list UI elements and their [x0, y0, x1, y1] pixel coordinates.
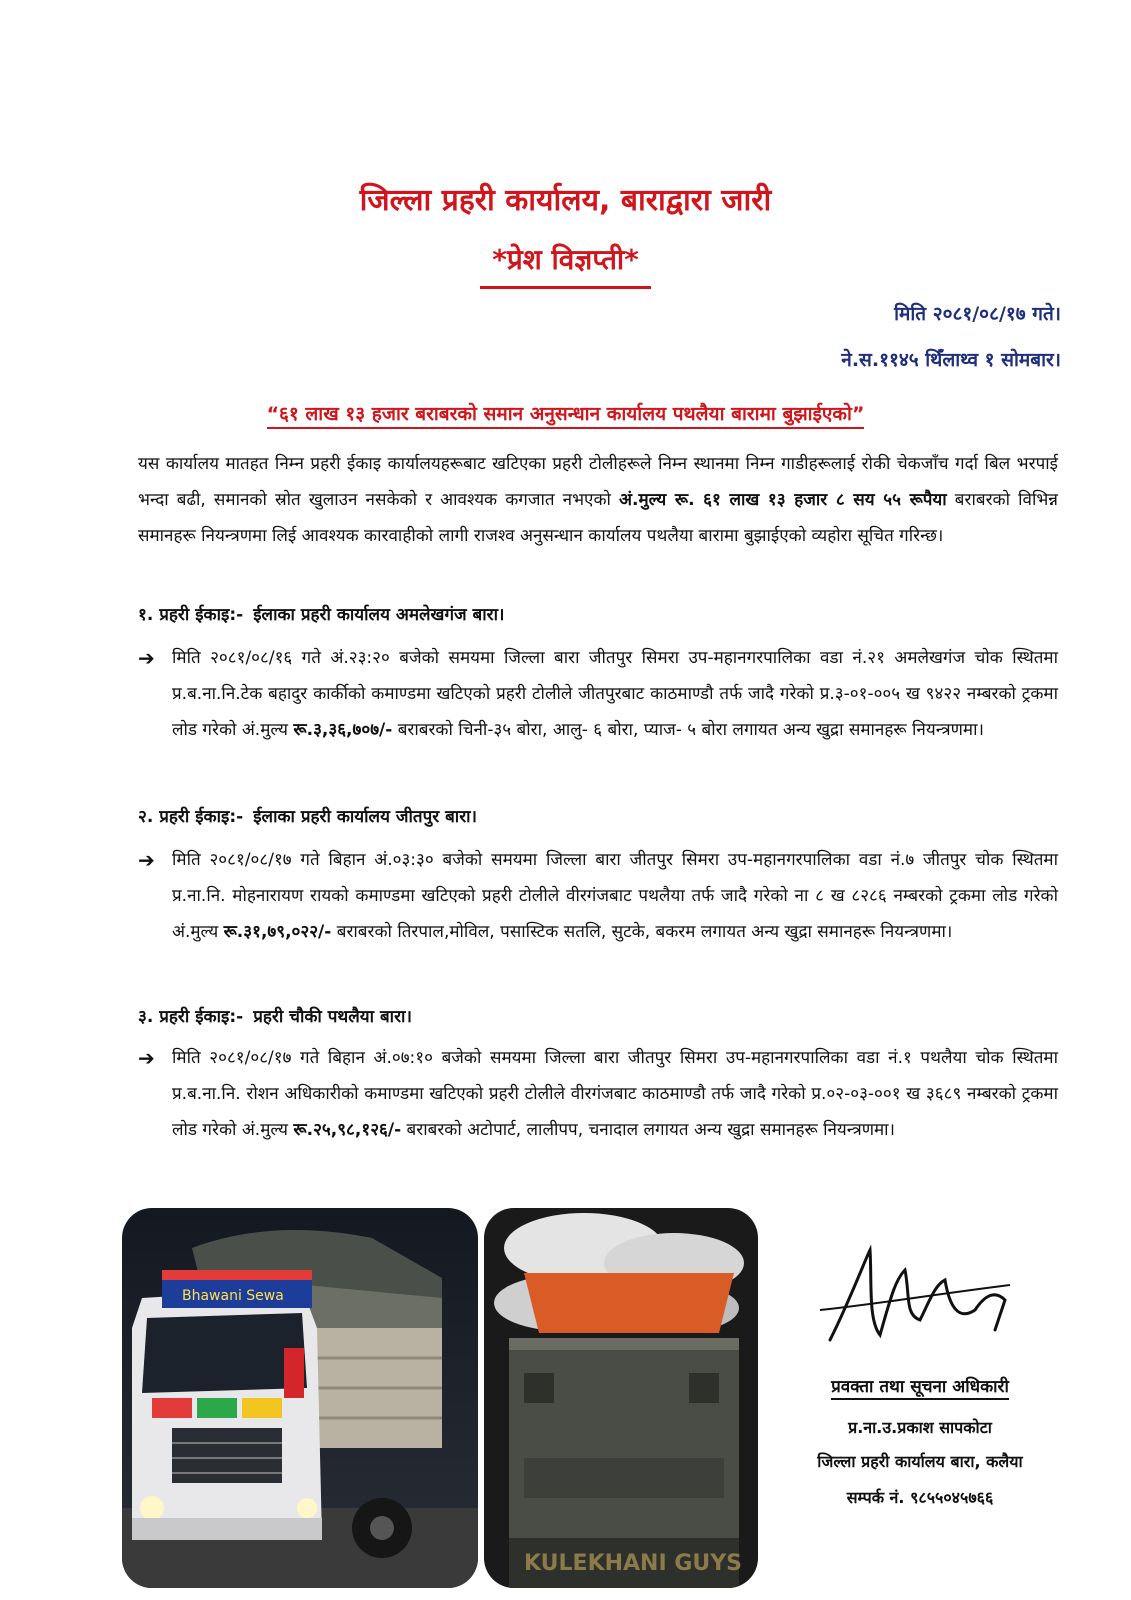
entry-text-before: मिति २०८१/०८/१७ गते बिहान अं.०३:३० बजेको समयमा जिल्ला बारा जीतपुर सिमरा उप-महानगरपालिका वडा नं.७ जीतपुर चोक स्थितमा प्र.ना.नि. मोहनारायण रायको कमाण्डमा खटिएको प्रहरी टोलीले वीरगंजबाट पथलैया तर्फ जादै गरेको ना ८ ख ८२८६ नम्बरको ट्रकमा लोड गरेको अं.मुल्य	[172, 850, 1058, 942]
entry-amount: रू.३१,७९,०२२/-	[223, 922, 332, 942]
truck-sign-text: Bhawani Sewa	[182, 1288, 284, 1304]
intro-paragraph	[138, 446, 1058, 554]
signatory-title-text: प्रवक्ता तथा सूचना अधिकारी	[831, 1377, 1009, 1400]
entry-amount: रू.३,३६,७०७/-	[293, 720, 393, 740]
signatory-name: प्र.ना.उ.प्रकाश सापकोटा	[848, 1418, 992, 1437]
unit-label: ३. प्रहरी ईकाइ:-	[138, 1007, 244, 1027]
unit-label: १. प्रहरी ईकाइ:-	[138, 605, 244, 625]
intro-part2: बराबरको विभिन्न समानहरू नियन्त्रणमा लिई आवश्यक कारवाहीको लागी राजश्व अनुसन्धान कार्यालय पथलैया बारामा बुझाईएको व्यहोरा सूचित गरिन्छ।	[138, 490, 1058, 546]
unit-label: २. प्रहरी ईकाइ:-	[138, 807, 244, 827]
entry-text-after: बराबरको तिरपाल,मोविल, पसास्टिक सतलि, सुटके, बकरम लगायत अन्य खुद्रा समानहरू नियन्त्रणमा।	[331, 922, 953, 942]
cargo-photo	[484, 1208, 758, 1588]
signature-block	[770, 1240, 1100, 1600]
unit-heading-3	[138, 1004, 412, 1027]
cargo-photo-text: KULEKHANI GUYS	[524, 1551, 743, 1576]
signatory-title	[770, 1374, 1070, 1397]
unit-entry-1	[138, 640, 1058, 748]
unit-heading-2	[138, 804, 477, 827]
unit-name: प्रहरी चौकी पथलैया बारा।	[253, 1007, 412, 1027]
entry-text-after: बराबरको चिनी-३५ बोरा, आलु- ६ बोरा, प्याज- ५ बोरा लगायत अन्य खुद्रा समानहरू नियन्त्रणमा।	[392, 720, 984, 740]
intro-part1: यस कार्यालय मातहत निम्न प्रहरी ईकाइ कार्यालयहरूबाट खटिएका प्रहरी टोलीहरूले निम्न स्थानमा निम्न गाडीहरूलाई रोकी चेकजाँच गर्दा बिल भरपाई भन्दा बढी, समानको स्रोत खुलाउन नसकेको र आवश्यक कगजात नभएको	[138, 454, 1058, 510]
entry-text-before: मिति २०८१/०८/१६ गते अं.२३:२० बजेको समयमा जिल्ला बारा जीतपुर सिमरा उप-महानगरपालिका वडा नं.२१ अमलेखगंज चोक स्थितमा प्र.ब.ना.नि.टेक बहादुर कार्कीको कमाण्डमा खटिएको प्रहरी टोलीले जीतपुरबाट काठमाण्डौ तर्फ जादै गरेको प्र.३-०१-००५ ख ९४२२ नम्बरको ट्रकमा लोड गरेको अं.मुल्य	[172, 648, 1058, 740]
unit-heading-1	[138, 602, 504, 625]
signatory-contact: सम्पर्क नं. ९८५५०४५७६६	[846, 1488, 994, 1507]
unit-entry-3	[138, 1040, 1058, 1148]
headline	[0, 400, 1131, 426]
unit-entry-2	[138, 842, 1058, 950]
entry-amount: रू.२५,९८,१२६/-	[293, 1120, 402, 1140]
headline-text: “६१ लाख १३ हजार बराबरको समान अनुसन्धान कार्यालय पथलैया बारामा बुझाईएको”	[267, 403, 865, 429]
unit-entry-text	[172, 842, 1058, 950]
cargo-photo-illustration	[484, 1208, 758, 1588]
page-title: जिल्ला प्रहरी कार्यालय, बाराद्वारा जारी	[359, 183, 772, 218]
arrow-right-icon: ➔	[138, 1046, 155, 1070]
unit-entry-text	[172, 1040, 1058, 1148]
arrow-right-icon: ➔	[138, 646, 155, 670]
unit-name: ईलाका प्रहरी कार्यालय जीतपुर बारा।	[253, 807, 478, 827]
arrow-right-icon: ➔	[138, 848, 155, 872]
entry-text-after: बराबरको अटोपार्ट, लालीपप, चनादाल लगायत अन्य खुद्रा समानहरू नियन्त्रणमा।	[401, 1120, 895, 1140]
nepal-sambat-date: ने.स.११४५ थिँलाथ्व १ सोमबार।	[841, 349, 1061, 371]
unit-name: ईलाका प्रहरी कार्यालय अमलेखगंज बारा।	[253, 605, 505, 625]
entry-text-before: मिति २०८१/०८/१७ गते बिहान अं.०७:१० बजेको समयमा जिल्ला बारा जीतपुर सिमरा उप-महानगरपालिका वडा नं.१ पथलैया चोक स्थितमा प्र.ब.ना.नि. रोशन अधिकारीको कमाण्डमा खटिएको प्रहरी टोलीले वीरगंजबाट काठमाण्डौ तर्फ जादै गरेको प्र.०२-०३-००१ ख ३६८९ नम्बरको ट्रकमा लोड गरेको अं.मुल्य	[172, 1048, 1058, 1140]
truck-photo-illustration	[122, 1208, 478, 1588]
unit-entry-text	[172, 640, 1058, 748]
truck-photo	[122, 1208, 478, 1588]
intro-amount: अं.मुल्य रू. ६१ लाख १३ हजार ८ सय ५५ रूपैया	[619, 490, 947, 510]
signature-image	[810, 1240, 1020, 1360]
issue-date: मिति २०८१/०८/१७ गते।	[894, 303, 1061, 325]
signatory-office: जिल्ला प्रहरी कार्यालय बारा, कलैया	[817, 1452, 1023, 1471]
subtitle-wrap	[0, 240, 1131, 289]
press-release-subtitle: *प्रेश विज्ञप्ती*	[480, 240, 651, 289]
